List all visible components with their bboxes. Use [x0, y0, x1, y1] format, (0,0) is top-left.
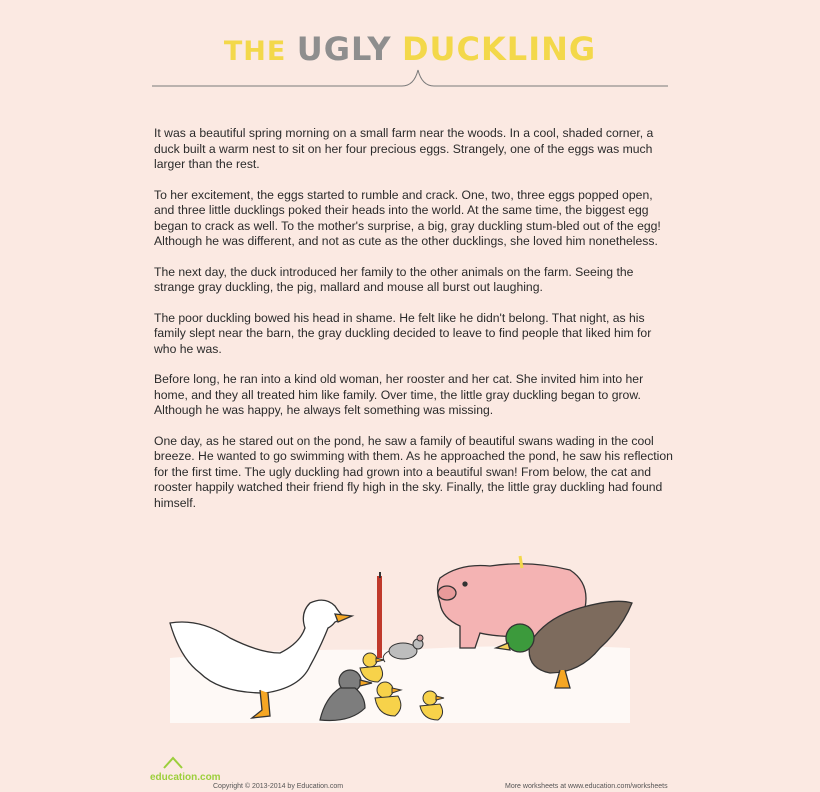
footer [0, 770, 820, 792]
story-text [154, 126, 674, 526]
title-duckling: DUCKLING [401, 30, 597, 68]
page-title [0, 30, 820, 68]
story-paragraph: Before long, he ran into a kind old woman, her rooster and her cat. She invited him into her home, and they all treated him like family. Over time, the little gray duckling began to grow. Although he was happy, he always felt something was missing. [154, 372, 644, 417]
education-logo-icon [162, 756, 184, 770]
title-ugly: UGLY [296, 30, 392, 68]
story-paragraph: The next day, the duck introduced her family to the other animals on the farm. Seeing the strange gray duckling, the pig, mallard and mouse all burst out laughing. [154, 264, 634, 294]
story-paragraph: To her excitement, the eggs started to rumble and crack. One, two, three eggs popped open, and three little ducklings poked their heads into the world. At the same time, the biggest egg began to crack as well. To the mother's surprise, a big, gray duckling stum-bled out of the egg! Although he was different, and not as cute as the other ducklings, she loved him nonetheless. [154, 187, 661, 248]
title-divider [152, 64, 668, 104]
story-paragraph: The poor duckling bowed his head in shame. He felt like he didn't belong. That night, as his family slept near the barn, the gray duckling decided to leave to find people that liked him for who he was. [154, 310, 652, 356]
copyright-text: Copyright © 2013-2014 by Education.com [213, 783, 344, 790]
education-logo[interactable]: education.com [150, 772, 221, 783]
fence-post [377, 576, 382, 658]
story-paragraph: It was a beautiful spring morning on a small farm near the woods. In a cool, shaded corner, a duck built a warm nest to sit on her four precious eggs. Strangely, one of the eggs was much larger than the rest. [154, 126, 654, 171]
title-the: THE [223, 36, 287, 67]
more-worksheets-link[interactable]: More worksheets at www.education.com/worksheets [505, 783, 668, 790]
farm-animals-illustration [160, 548, 640, 728]
story-paragraph: One day, as he stared out on the pond, he saw a family of beautiful swans wading in the cool breeze. He wanted to go swimming with them. As he approached the pond, he saw his reflection for the first time. The ugly duckling had grown into a beautiful swan! From below, the cat and rooster happily watched their friend fly high in the sky. Finally, the little gray duckling had found himself. [154, 433, 673, 510]
